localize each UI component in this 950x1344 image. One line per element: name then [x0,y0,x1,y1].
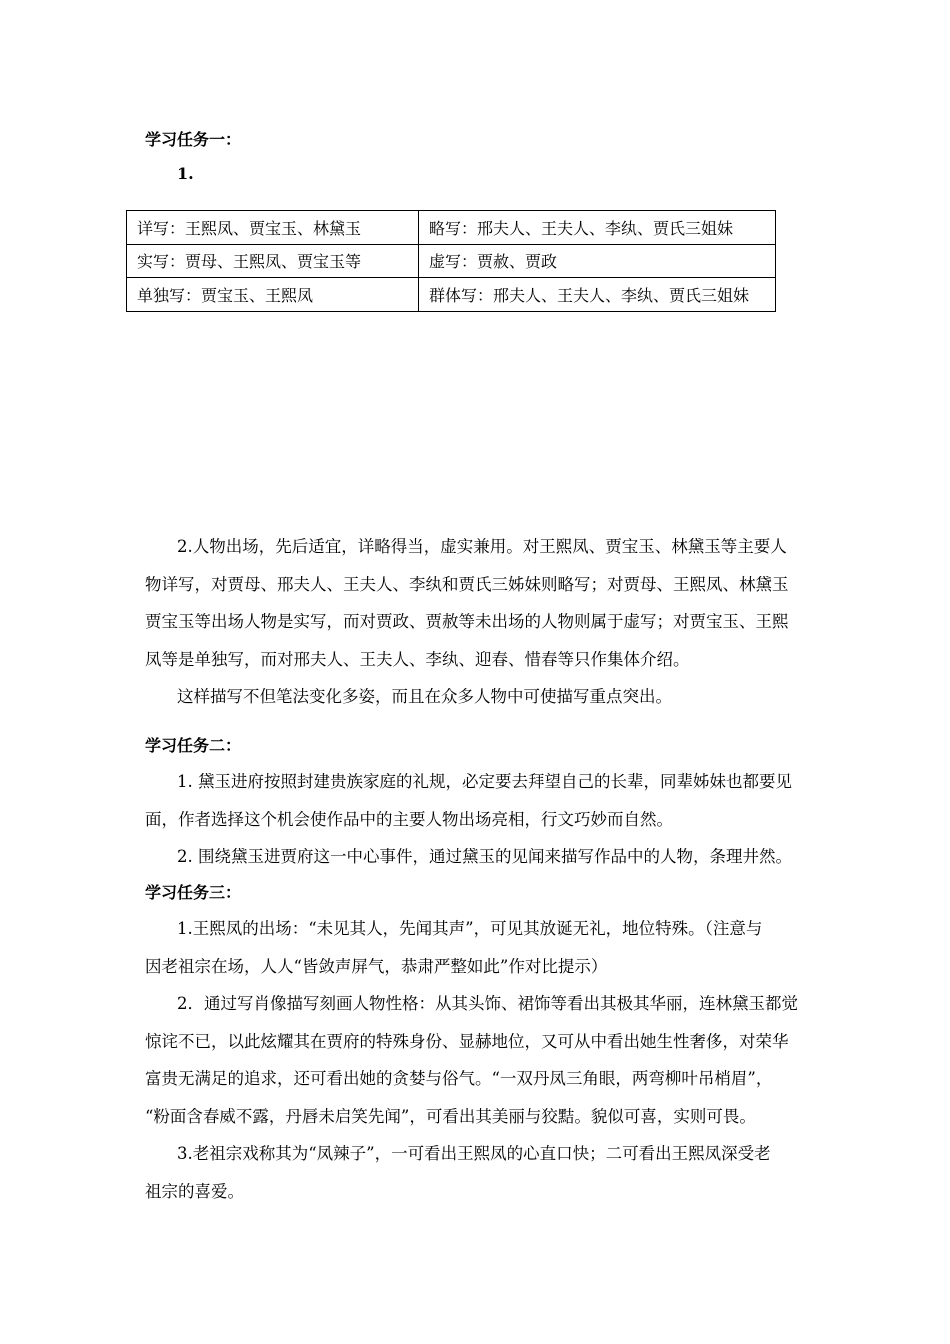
table-row [127,278,776,312]
paragraph-line: 1. 黛玉进府按照封建贵族家庭的礼规，必定要去拜望自己的长辈，同辈姊妹也都要见 [177,772,792,791]
task2-item1-paragraph [145,763,807,876]
paragraph-line: 祖宗的喜爱。 [145,1181,244,1201]
paragraph-line: 1.王熙凤的出场：“未见其人，先闻其声”，可见其放诞无礼，地位特殊。（注意与 [177,919,763,938]
summary-line: 这样描写不但笔法变化多姿，而且在众多人物中可使描写重点突出。 [177,687,672,706]
table-cell: 略写：邢夫人、王夫人、李纨、贾氏三姐妹 [419,211,776,245]
paragraph-line: “粉面含春威不露，丹唇未启笑先闻”，可看出其美丽与狡黠。貌似可喜，实则可畏。 [145,1106,756,1126]
paragraph-line: 富贵无满足的追求，还可看出她的贪婪与俗气。“一双丹凤三角眼，两弯柳叶吊梢眉”， [145,1069,773,1088]
paragraph-line: 惊诧不已，以此炫耀其在贾府的特殊身份、显赫地位，又可从中看出她生性奢侈，对荣华 [145,1031,789,1051]
paragraph-line: 2.人物出场，先后适宜，详略得当，虚实兼用。对王熙凤、贾宝玉、林黛玉等主要人 [177,537,787,556]
writing-methods-table [126,210,776,312]
table-cell: 单独写：贾宝玉、王熙凤 [127,278,419,312]
table-row [127,244,776,278]
task1-item1-number: 1. [177,164,194,183]
table-cell: 实写：贾母、王熙凤、贾宝玉等 [127,244,419,278]
paragraph-line: 3.老祖宗戏称其为“凤辣子”，一可看出王熙凤的心直口快；二可看出王熙凤深受老 [177,1144,771,1163]
paragraph-line: 凤等是单独写，而对邢夫人、王夫人、李纨、迎春、惜春等只作集体介绍。 [145,649,690,669]
paragraph-line: 因老祖宗在场，人人“皆敛声屏气，恭肃严整如此”作对比提示） [145,956,608,976]
table-cell: 详写：王熙凤、贾宝玉、林黛玉 [127,211,419,245]
paragraph-line: 物详写，对贾母、邢夫人、王夫人、李纨和贾氏三姊妹则略写；对贾母、王熙凤、林黛玉 [145,574,789,594]
table-row [127,211,776,245]
task3-item1-paragraph [145,910,807,1210]
task3-heading: 学习任务三： [145,883,242,902]
task1-heading: 学习任务一： [145,130,242,149]
task2-heading: 学习任务二： [145,736,242,755]
paragraph-line: 贾宝玉等出场人物是实写，而对贾政、贾赦等未出场的人物则属于虚写；对贾宝玉、王熙 [145,612,789,631]
paragraph-line: 2. 围绕黛玉进贾府这一中心事件，通过黛玉的见闻来描写作品中的人物，条理井然。 [177,847,792,866]
paragraph-line: 2．通过写肖像描写刻画人物性格：从其头饰、裙饰等看出其极其华丽，连林黛玉都觉 [177,994,798,1013]
table-cell: 群体写：邢夫人、王夫人、李纨、贾氏三姐妹 [419,278,776,312]
table-cell: 虚写：贾赦、贾政 [419,244,776,278]
task1-item2-paragraph [145,528,807,716]
paragraph-line: 面，作者选择这个机会使作品中的主要人物出场亮相，行文巧妙而自然。 [145,809,673,829]
